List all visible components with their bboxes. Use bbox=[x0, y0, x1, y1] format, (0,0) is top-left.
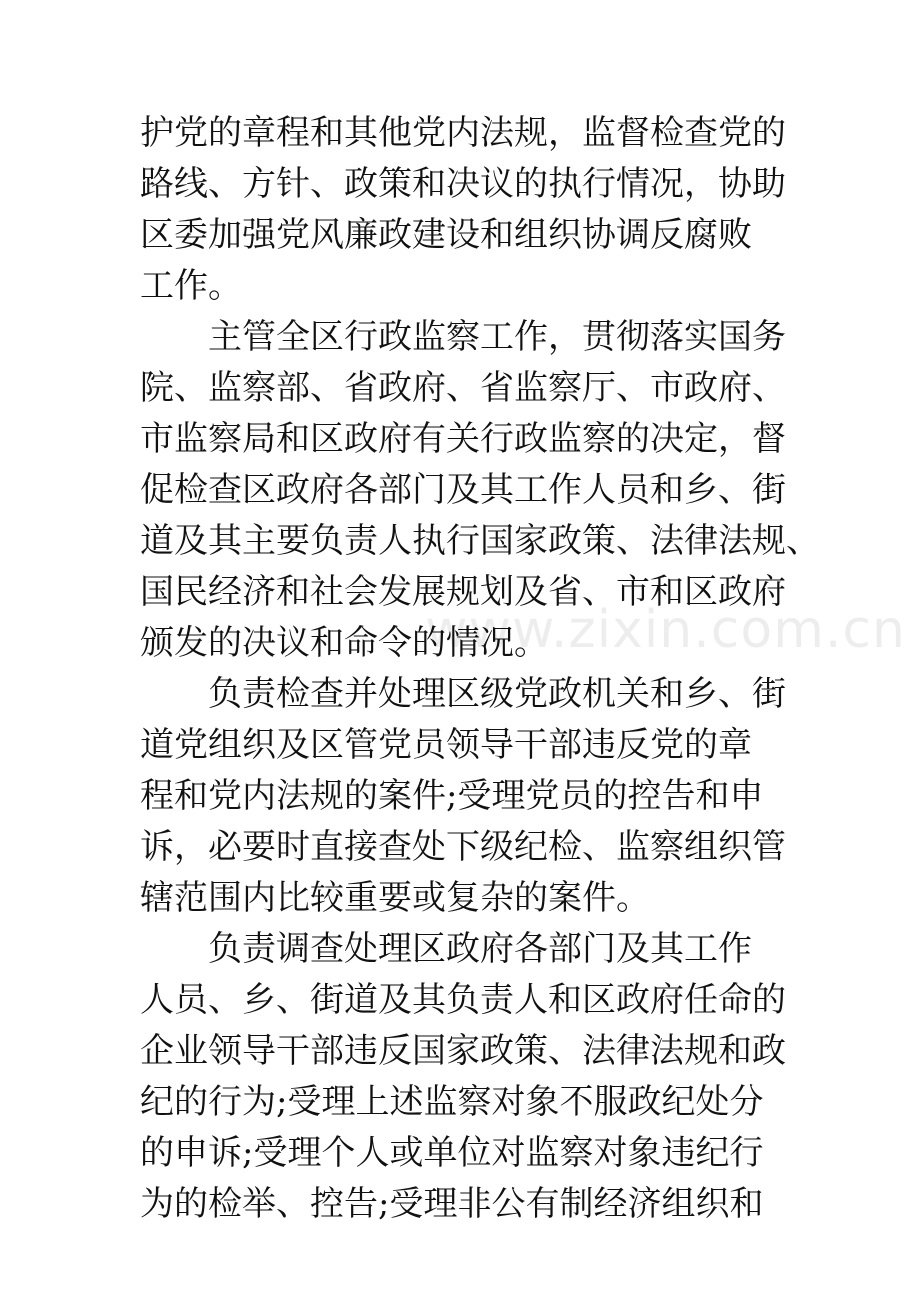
text-line: 主管全区行政监察工作，贯彻落实国务 bbox=[208, 317, 786, 357]
text-line: 企业领导干部违反国家政策、法律法规和政 bbox=[140, 1031, 786, 1071]
text-line: 负责检查并处理区级党政机关和乡、街 bbox=[208, 674, 786, 714]
text-line: 市监察局和区政府有关行政监察的决定，督 bbox=[140, 419, 786, 459]
text-line: 促检查区政府各部门及其工作人员和乡、街 bbox=[140, 470, 786, 510]
text-line: 工作。 bbox=[140, 266, 242, 306]
text-line: 程和党内法规的案件;受理党员的控告和申 bbox=[140, 776, 764, 816]
text-line: 辖范围内比较重要或复杂的案件。 bbox=[140, 878, 650, 918]
text-line: 颁发的决议和命令的情况。 bbox=[140, 623, 548, 663]
watermark: www.zixin.com.cn bbox=[425, 600, 906, 660]
text-line: 护党的章程和其他党内法规，监督检查党的 bbox=[140, 113, 786, 153]
text-line: 路线、方针、政策和决议的执行情况，协助 bbox=[140, 164, 786, 204]
text-line: 道党组织及区管党员领导干部违反党的章 bbox=[140, 725, 752, 765]
document-body bbox=[140, 108, 820, 1230]
text-line: 的申诉;受理个人或单位对监察对象违纪行 bbox=[140, 1133, 764, 1173]
text-line: 道及其主要负责人执行国家政策、法律法规、 bbox=[140, 521, 820, 561]
text-line: 国民经济和社会发展规划及省、市和区政府 bbox=[140, 572, 786, 612]
text-line: 纪的行为;受理上述监察对象不服政纪处分 bbox=[140, 1082, 764, 1122]
text-line: 诉，必要时直接查处下级纪检、监察组织管 bbox=[140, 827, 786, 867]
text-line: 院、监察部、省政府、省监察厅、市政府、 bbox=[140, 368, 786, 408]
text-line: 区委加强党风廉政建设和组织协调反腐败 bbox=[140, 215, 752, 255]
text-line: 为的检举、控告;受理非公有制经济组织和 bbox=[140, 1184, 764, 1224]
text-line: 人员、乡、街道及其负责人和区政府任命的 bbox=[140, 980, 786, 1020]
text-line: 负责调查处理区政府各部门及其工作 bbox=[208, 929, 752, 969]
